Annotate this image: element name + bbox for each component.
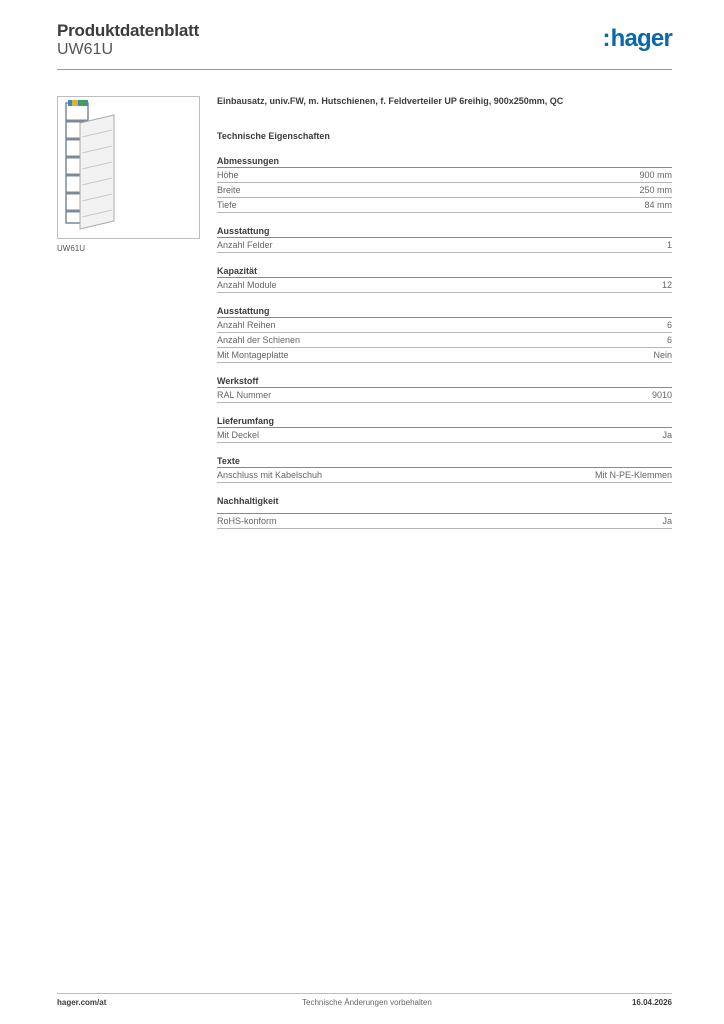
spec-row (217, 318, 672, 333)
spec-row (217, 514, 672, 529)
spec-row (217, 278, 672, 293)
spec-row (217, 468, 672, 483)
section-title: Technische Eigenschaften (217, 131, 330, 141)
group-title: Kapazität (217, 265, 672, 278)
product-description: Einbausatz, univ.FW, m. Hutschienen, f. Feldverteiler UP 6reihig, 900x250mm, QC (217, 96, 564, 106)
spec-row (217, 238, 672, 253)
spec-row (217, 388, 672, 403)
spec-group-dimensions (217, 155, 672, 213)
spec-label: Anzahl Module (217, 280, 277, 290)
spec-group-material (217, 375, 672, 403)
spec-group-delivery (217, 415, 672, 443)
hager-logo: :hager (602, 25, 672, 52)
spec-value: Ja (662, 516, 672, 526)
footer-website[interactable]: hager.com/at (57, 998, 107, 1007)
product-code: UW61U (57, 41, 114, 58)
spec-label: Höhe (217, 170, 239, 180)
group-title: Werkstoff (217, 375, 672, 388)
spec-row (217, 168, 672, 183)
spec-label: Anschluss mit Kabelschuh (217, 470, 323, 480)
spec-value: 12 (661, 280, 672, 290)
spec-row (217, 428, 672, 443)
spec-row (217, 198, 672, 213)
group-title: Nachhaltigkeit (217, 495, 672, 514)
spec-group-sustainability (217, 495, 672, 529)
footer-divider (57, 993, 672, 994)
page-footer (57, 998, 672, 1010)
spec-content (217, 95, 672, 529)
spec-label: Anzahl Reihen (217, 320, 276, 330)
footer-date: 16.04.2026 (631, 998, 672, 1007)
footer-note: Technische Änderungen vorbehalten (302, 998, 432, 1007)
spec-group-equipment (217, 225, 672, 253)
document-title: Produktdatenblatt (57, 21, 200, 40)
spec-value: Ja (662, 430, 672, 440)
product-illustration (58, 97, 199, 238)
spec-value: 6 (666, 320, 672, 330)
logo-text: hager (610, 25, 672, 52)
spec-value: 250 mm (639, 185, 672, 195)
spec-label: Mit Montageplatte (217, 350, 289, 360)
spec-row (217, 348, 672, 363)
group-title: Texte (217, 455, 672, 468)
spec-value: 900 mm (639, 170, 672, 180)
spec-value: 84 mm (644, 200, 672, 210)
spec-label: RAL Nummer (217, 390, 272, 400)
spec-value: 1 (666, 240, 672, 250)
spec-label: Anzahl der Schienen (217, 335, 301, 345)
spec-row (217, 333, 672, 348)
header-divider (57, 69, 672, 70)
spec-label: Breite (217, 185, 241, 195)
spec-label: Mit Deckel (217, 430, 260, 440)
image-caption: UW61U (57, 244, 86, 253)
spec-label: Tiefe (217, 200, 237, 210)
product-image (57, 96, 200, 239)
group-title: Lieferumfang (217, 415, 672, 428)
spec-label: RoHS-konform (217, 516, 277, 526)
spec-value: 9010 (651, 390, 672, 400)
spec-value: Mit N-PE-Klemmen (594, 470, 672, 480)
group-title: Ausstattung (217, 305, 672, 318)
spec-group-texts (217, 455, 672, 483)
group-title: Ausstattung (217, 225, 672, 238)
spec-group-capacity (217, 265, 672, 293)
spec-value: 6 (666, 335, 672, 345)
group-title: Abmessungen (217, 155, 672, 168)
spec-label: Anzahl Felder (217, 240, 273, 250)
spec-group-equipment-2 (217, 305, 672, 363)
page-header (57, 21, 672, 69)
spec-row (217, 183, 672, 198)
spec-value: Nein (653, 350, 672, 360)
